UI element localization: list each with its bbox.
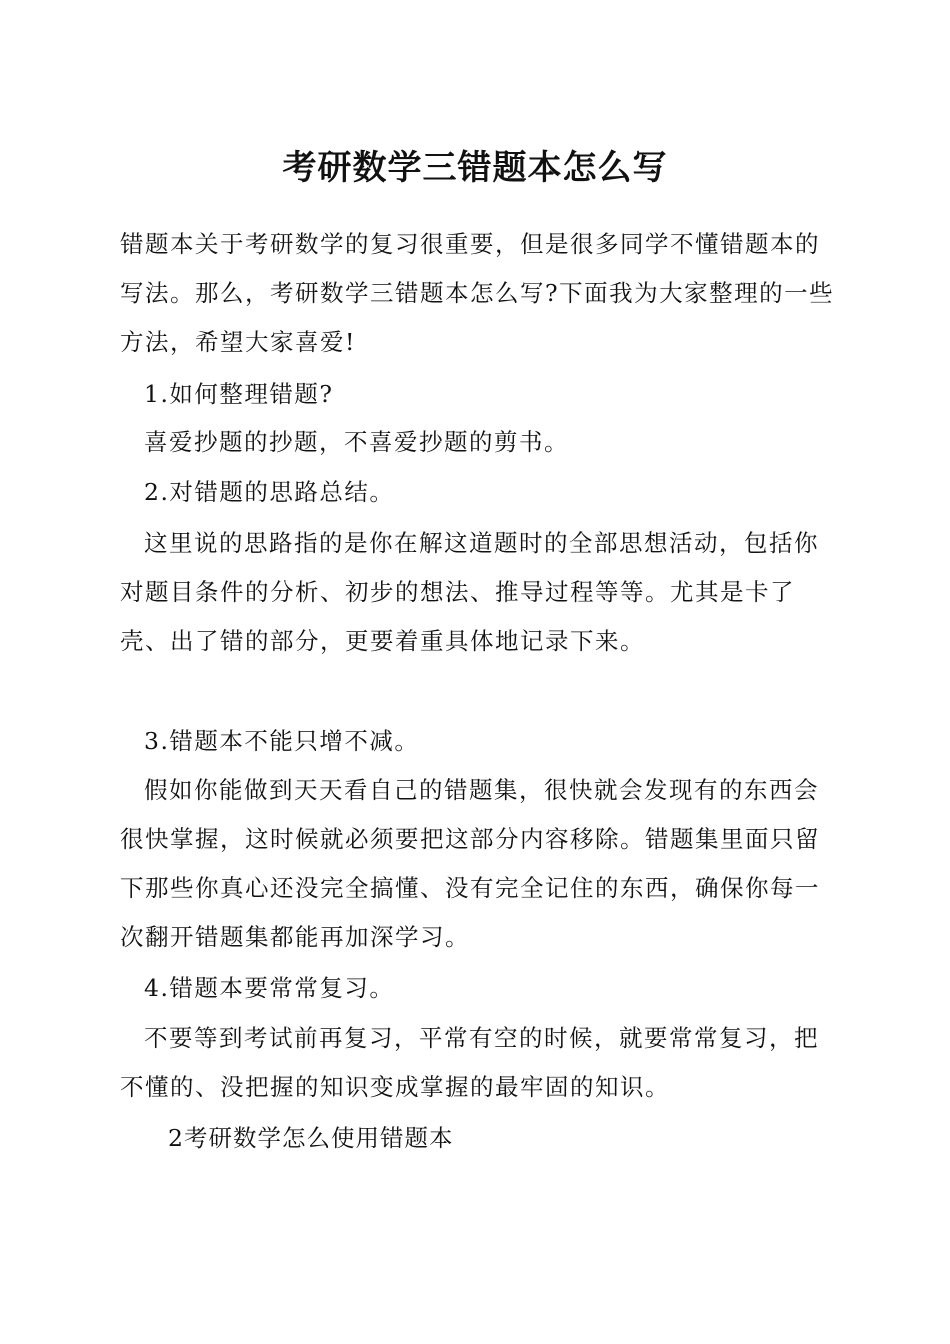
section-2-body: 这里说的思路指的是你在解这道题时的全部思想活动，包括你对题目条件的分析、初步的想法、推导过程等等。尤其是卡了壳、出了错的部分，更要着重具体地记录下来。 <box>120 529 819 655</box>
section-3-body: 假如你能做到天天看自己的错题集，很快就会发现有的东西会很快掌握，这时候就必须要把这部分内容移除。错题集里面只留下那些你真心还没完全搞懂、没有完全记住的东西，确保你每一次翻开错题集都能再加深学习。 <box>120 776 820 951</box>
section-1-heading: 1.如何整理错题? <box>144 380 334 408</box>
document-title: 考研数学三错题本怎么写 <box>282 148 668 188</box>
section-4-body: 不要等到考试前再复习，平常有空的时候，就要常常复习，把不懂的、没把握的知识变成掌握的最牢固的知识。 <box>120 1024 819 1101</box>
section-4-heading: 4.错题本要常常复习。 <box>144 974 395 1002</box>
section-3-heading: 3.错题本不能只增不减。 <box>144 727 420 755</box>
intro-paragraph: 错题本关于考研数学的复习很重要，但是很多同学不懂错题本的写法。那么，考研数学三错题本怎么写?下面我为大家整理的一些方法，希望大家喜爱! <box>120 230 835 356</box>
section-1-body: 喜爱抄题的抄题，不喜爱抄题的剪书。 <box>144 428 569 456</box>
subheading: 2考研数学怎么使用错题本 <box>168 1124 454 1152</box>
section-2-heading: 2.对错题的思路总结。 <box>144 478 395 506</box>
